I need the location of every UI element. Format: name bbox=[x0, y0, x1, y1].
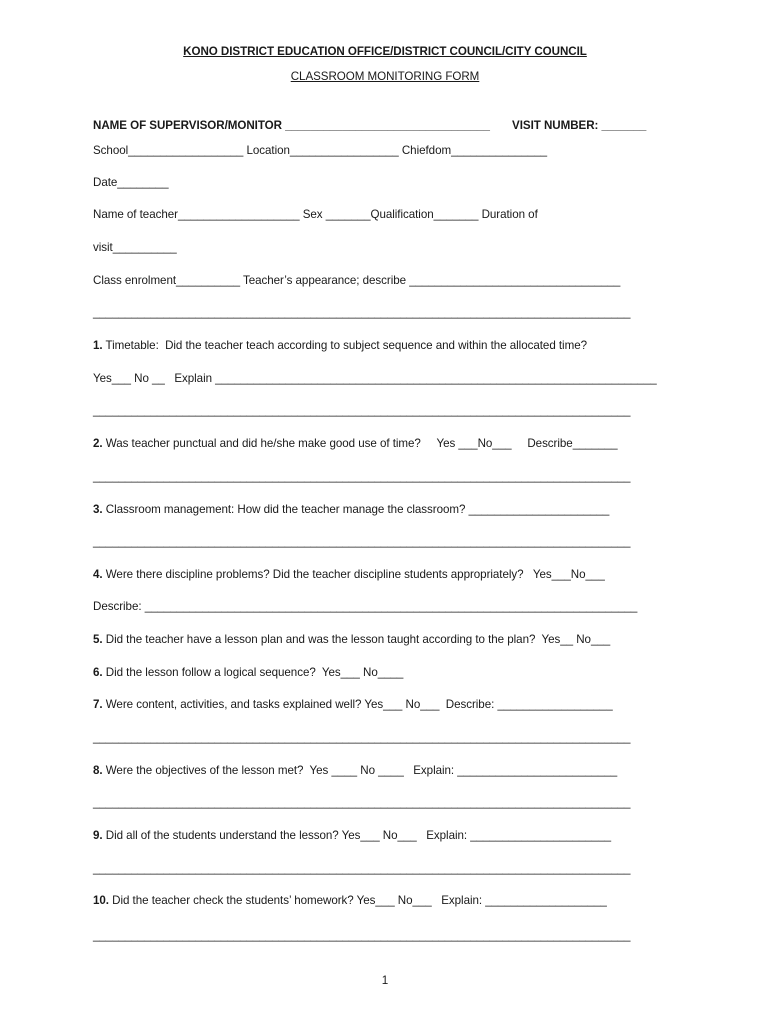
blank-answer-line[interactable]: ____________________________________________________________________________________ bbox=[93, 404, 631, 417]
question-7 bbox=[93, 698, 613, 712]
question-number: 3. bbox=[93, 503, 103, 516]
question-4-describe[interactable]: Describe: _____________________________________________________________________________ bbox=[93, 600, 638, 613]
blank-answer-line[interactable]: ____________________________________________________________________________________ bbox=[93, 306, 631, 319]
question-9 bbox=[93, 829, 611, 843]
form-title: KONO DISTRICT EDUCATION OFFICE/DISTRICT COUNCIL/CITY COUNCIL bbox=[183, 45, 587, 58]
blank-answer-line[interactable]: ____________________________________________________________________________________ bbox=[93, 731, 631, 744]
question-number: 7. bbox=[93, 698, 103, 711]
form-subtitle: CLASSROOM MONITORING FORM bbox=[290, 70, 480, 83]
question-text: Were content, activities, and tasks explained well? Yes___ No___ Describe: __________________ bbox=[102, 698, 613, 711]
blank-answer-line[interactable]: ____________________________________________________________________________________ bbox=[93, 535, 631, 548]
question-text: Did the teacher have a lesson plan and was the lesson taught according to the plan? Yes__ No___ bbox=[102, 633, 611, 646]
question-10 bbox=[93, 894, 607, 908]
question-6 bbox=[93, 666, 403, 680]
blank-answer-line[interactable]: ____________________________________________________________________________________ bbox=[93, 929, 631, 942]
question-text: Was teacher punctual and did he/she make good use of time? Yes ___No___ Describe_______ bbox=[102, 437, 618, 450]
school-location-chiefdom-field[interactable]: School__________________ Location_________________ Chiefdom_______________ bbox=[93, 144, 548, 157]
teacher-sex-qualification-field[interactable]: Name of teacher___________________ Sex _______Qualification_______ Duration of bbox=[93, 208, 538, 221]
question-text: Were there discipline problems? Did the teacher discipline students appropriately? Yes___No___ bbox=[102, 568, 605, 581]
question-1 bbox=[93, 339, 587, 353]
supervisor-field[interactable]: NAME OF SUPERVISOR/MONITOR ________________________________ VISIT NUMBER: _______ bbox=[93, 119, 647, 132]
question-number: 9. bbox=[93, 829, 103, 842]
question-number: 2. bbox=[93, 437, 103, 450]
question-text: Did all of the students understand the lesson? Yes___ No___ Explain: ______________________ bbox=[102, 829, 611, 842]
question-text: Timetable: Did the teacher teach according to subject sequence and within the allocated time? bbox=[102, 339, 587, 352]
page-number: 1 bbox=[381, 974, 389, 987]
question-number: 5. bbox=[93, 633, 103, 646]
question-5 bbox=[93, 633, 610, 647]
question-text: Were the objectives of the lesson met? Yes ____ No ____ Explain: _________________________ bbox=[102, 764, 618, 777]
question-number: 8. bbox=[93, 764, 103, 777]
question-2 bbox=[93, 437, 617, 451]
question-number: 10. bbox=[93, 894, 109, 907]
question-8 bbox=[93, 764, 617, 778]
question-3 bbox=[93, 503, 609, 517]
question-number: 1. bbox=[93, 339, 103, 352]
enrolment-appearance-field[interactable]: Class enrolment__________ Teacher’s appearance; describe _________________________________ bbox=[93, 274, 621, 287]
visit-duration-field[interactable]: visit__________ bbox=[93, 241, 177, 254]
question-number: 4. bbox=[93, 568, 103, 581]
date-field[interactable]: Date________ bbox=[93, 176, 169, 189]
question-4 bbox=[93, 568, 605, 582]
blank-answer-line[interactable]: ____________________________________________________________________________________ bbox=[93, 470, 631, 483]
question-text: Classroom management: How did the teacher manage the classroom? ______________________ bbox=[102, 503, 610, 516]
blank-answer-line[interactable]: ____________________________________________________________________________________ bbox=[93, 862, 631, 875]
blank-answer-line[interactable]: ____________________________________________________________________________________ bbox=[93, 796, 631, 809]
question-text: Did the teacher check the students’ homework? Yes___ No___ Explain: ___________________ bbox=[108, 894, 607, 907]
question-number: 6. bbox=[93, 666, 103, 679]
question-text: Did the lesson follow a logical sequence? Yes___ No____ bbox=[102, 666, 404, 679]
question-1-answer[interactable]: Yes___ No __ Explain _____________________________________________________________________ bbox=[93, 372, 657, 385]
